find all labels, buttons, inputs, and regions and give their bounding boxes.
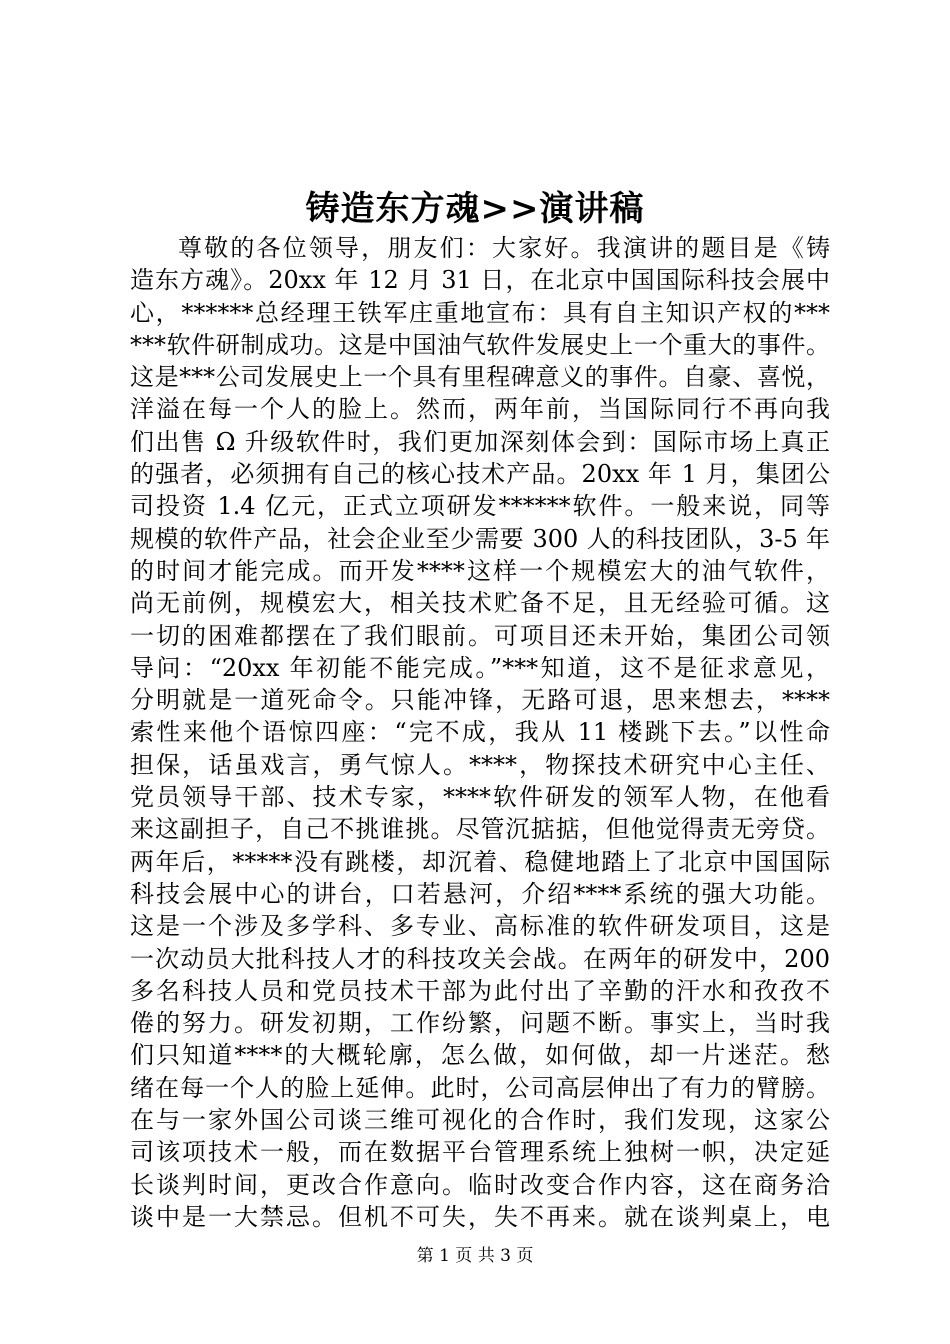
body-line: 司投资 1.4 亿元，正式立项研发******软件。一般来说，同等 bbox=[130, 492, 830, 521]
body-line: 尊敬的各位领导，朋友们：大家好。我演讲的题目是《铸 bbox=[178, 234, 830, 262]
body-line: 这是***公司发展史上一个具有里程碑意义的事件。自豪、喜悦， bbox=[130, 363, 830, 392]
body-line: 谈中是一大禁忌。但机不可失，失不再来。就在谈判桌上，电 bbox=[130, 1202, 830, 1231]
body-line: 担保，话虽戏言，勇气惊人。****，物探技术研究中心主任、 bbox=[130, 750, 830, 779]
body-line: 来这副担子，自己不挑谁挑。尽管沉掂掂，但他觉得责无旁贷。 bbox=[130, 815, 830, 844]
body-line: 洋溢在每一个人的脸上。然而，两年前，当国际同行不再向我 bbox=[130, 395, 830, 424]
body-line: ***软件研制成功。这是中国油气软件发展史上一个重大的事件。 bbox=[130, 330, 830, 359]
body-line: 一切的困难都摆在了我们眼前。可项目还未开始，集团公司领 bbox=[130, 621, 830, 650]
body-line: 一次动员大批科技人才的科技攻关会战。在两年的研发中，200 bbox=[130, 944, 830, 973]
body-line: 们只知道****的大概轮廓，怎么做，如何做，却一片迷茫。愁 bbox=[130, 1041, 830, 1070]
body-line: 造东方魂》。20xx 年 12 月 31 日，在北京中国国际科技会展中 bbox=[130, 266, 830, 295]
body-line: 规模的软件产品，社会企业至少需要 300 人的科技团队，3-5 年 bbox=[130, 524, 830, 553]
body-line: 党员领导干部、技术专家，****软件研发的领军人物，在他看 bbox=[130, 783, 830, 812]
body-line: 两年后，*****没有跳楼，却沉着、稳健地踏上了北京中国国际 bbox=[130, 847, 830, 876]
body-line: 司该项技术一般，而在数据平台管理系统上独树一帜，决定延 bbox=[130, 1138, 830, 1167]
body-line: 这是一个涉及多学科、多专业、高标准的软件研发项目，这是 bbox=[130, 912, 830, 941]
body-line: 绪在每一个人的脸上延伸。此时，公司高层伸出了有力的臂膀。 bbox=[130, 1073, 830, 1102]
body-line: 科技会展中心的讲台，口若悬河，介绍****系统的强大功能。 bbox=[130, 879, 830, 908]
body-line: 的时间才能完成。而开发****这样一个规模宏大的油气软件， bbox=[130, 556, 830, 585]
body-line: 在与一家外国公司谈三维可视化的合作时，我们发现，这家公 bbox=[130, 1106, 830, 1135]
body-line: 分明就是一道死命令。只能冲锋，无路可退，思来想去，**** bbox=[130, 686, 830, 715]
body-line: 导问：“20xx 年初能不能完成。”***知道，这不是征求意见， bbox=[130, 653, 830, 682]
speech-body bbox=[130, 232, 830, 1233]
body-line: 心，******总经理王铁军庄重地宣布：具有自主知识产权的*** bbox=[130, 298, 830, 327]
body-line: 倦的努力。研发初期，工作纷繁，问题不断。事实上，当时我 bbox=[130, 1009, 830, 1038]
body-line: 的强者，必须拥有自己的核心技术产品。20xx 年 1 月，集团公 bbox=[130, 460, 830, 489]
document-title: 铸造东方魂>>演讲稿 bbox=[305, 189, 645, 229]
body-line: 长谈判时间，更改合作意向。临时改变合作内容，这在商务洽 bbox=[130, 1170, 830, 1199]
body-line: 尚无前例，规模宏大，相关技术贮备不足，且无经验可循。这 bbox=[130, 589, 830, 618]
body-line: 索性来他个语惊四座：“完不成，我从 11 楼跳下去。”以性命 bbox=[130, 718, 830, 747]
page-footer: 第 1 页 共 3 页 bbox=[416, 1246, 534, 1266]
body-line: 们出售 Ω 升级软件时，我们更加深刻体会到：国际市场上真正 bbox=[130, 427, 830, 456]
body-line: 多名科技人员和党员技术干部为此付出了辛勤的汗水和孜孜不 bbox=[130, 976, 830, 1005]
